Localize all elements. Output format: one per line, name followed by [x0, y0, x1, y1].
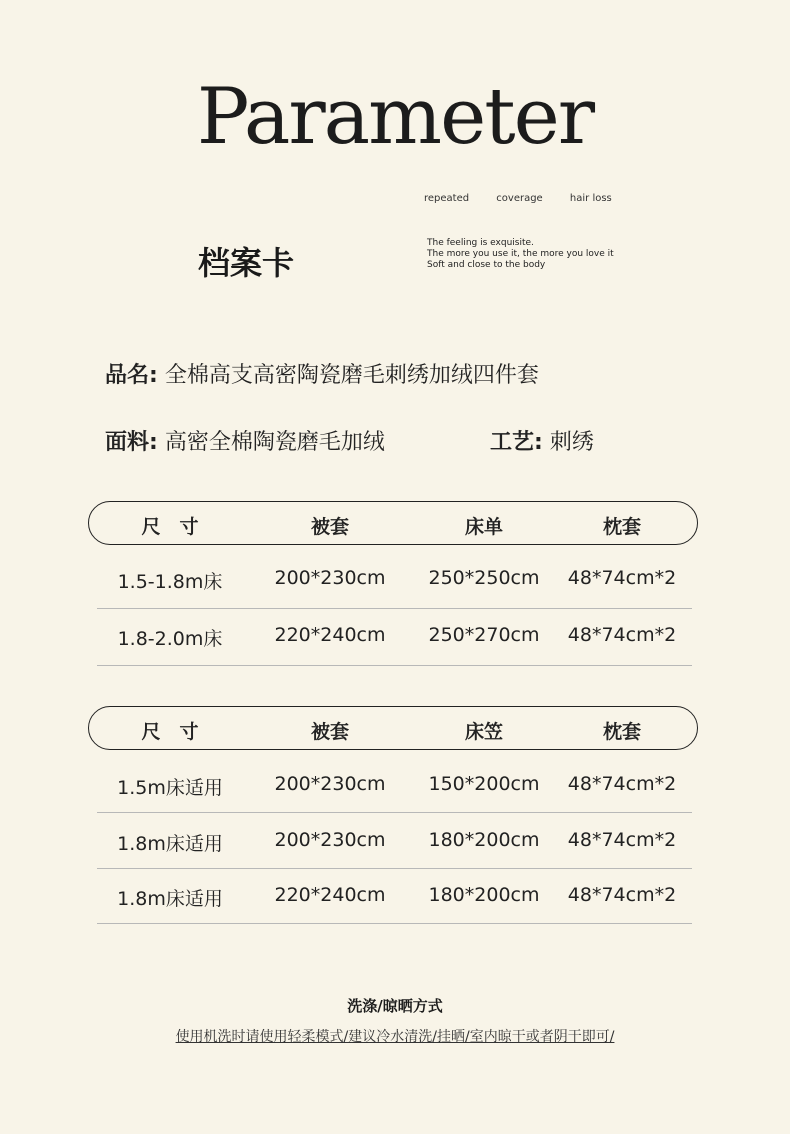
table-cell: 1.8m床适用: [117, 833, 223, 855]
fabric-key: 面料:: [105, 430, 158, 455]
wash-instructions: [0, 1026, 790, 1046]
table1-header-pillowcase: 枕套: [602, 516, 642, 538]
table-cell: 150*200cm: [428, 773, 540, 795]
tagline-line: Soft and close to the body: [427, 260, 546, 270]
tag-list: [424, 193, 636, 204]
row-divider: [97, 923, 692, 924]
row-divider: [97, 812, 692, 813]
table2-header-fitted-sheet: 床笠: [464, 721, 504, 743]
table-cell: 1.8-2.0m床: [117, 628, 223, 650]
table-cell: 48*74cm*2: [567, 773, 677, 795]
table-cell: 220*240cm: [274, 624, 386, 646]
fabric-row: [105, 425, 385, 456]
table-cell: 250*250cm: [428, 567, 540, 589]
table-cell: 180*200cm: [428, 829, 540, 851]
table2-header-size: 尺 寸: [141, 721, 199, 743]
tag-repeated: repeated: [424, 193, 470, 204]
row-divider: [97, 868, 692, 869]
table-cell: 1.8m床适用: [117, 888, 223, 910]
row-divider: [97, 608, 692, 609]
wash-instructions-text: 使用机洗时请使用轻柔模式/建议冷水清洗/挂晒/室内晾干或者阴干即可/: [175, 1029, 615, 1045]
table-cell: 200*230cm: [274, 829, 386, 851]
table-cell: 48*74cm*2: [567, 829, 677, 851]
table-cell: 200*230cm: [274, 773, 386, 795]
craft-key: 工艺:: [490, 430, 543, 455]
row-divider: [97, 665, 692, 666]
table2-header-duvet: 被套: [310, 721, 350, 743]
table-cell: 250*270cm: [428, 624, 540, 646]
tagline-line: The more you use it, the more you love it: [427, 249, 614, 259]
table-cell: 1.5m床适用: [117, 777, 223, 799]
table-cell: 180*200cm: [428, 884, 540, 906]
craft-row: [490, 425, 594, 456]
product-name-key: 品名:: [105, 363, 158, 388]
product-name-row: [105, 358, 539, 389]
card-label: 档案卡: [198, 244, 295, 282]
fabric-value: 高密全棉陶瓷磨毛加绒: [164, 430, 385, 455]
table-cell: 200*230cm: [274, 567, 386, 589]
table1-header-size: 尺 寸: [141, 516, 199, 538]
table-cell: 1.5-1.8m床: [117, 571, 223, 593]
page-title: Parameter: [196, 72, 594, 162]
tagline-line: The feeling is exquisite.: [427, 238, 534, 248]
table2-header-pillowcase: 枕套: [602, 721, 642, 743]
table-cell: 48*74cm*2: [567, 884, 677, 906]
tag-hair-loss: hair loss: [569, 193, 612, 204]
table-cell: 48*74cm*2: [567, 567, 677, 589]
table1-header-sheet: 床单: [464, 516, 504, 538]
wash-title: 洗涤/晾晒方式: [347, 997, 443, 1015]
craft-value: 刺绣: [549, 430, 594, 455]
tagline: [427, 238, 614, 271]
tag-coverage: coverage: [496, 193, 543, 204]
table1-header-duvet: 被套: [310, 516, 350, 538]
table-cell: 48*74cm*2: [567, 624, 677, 646]
product-name-value: 全棉高支高密陶瓷磨毛刺绣加绒四件套: [164, 363, 539, 388]
table-cell: 220*240cm: [274, 884, 386, 906]
